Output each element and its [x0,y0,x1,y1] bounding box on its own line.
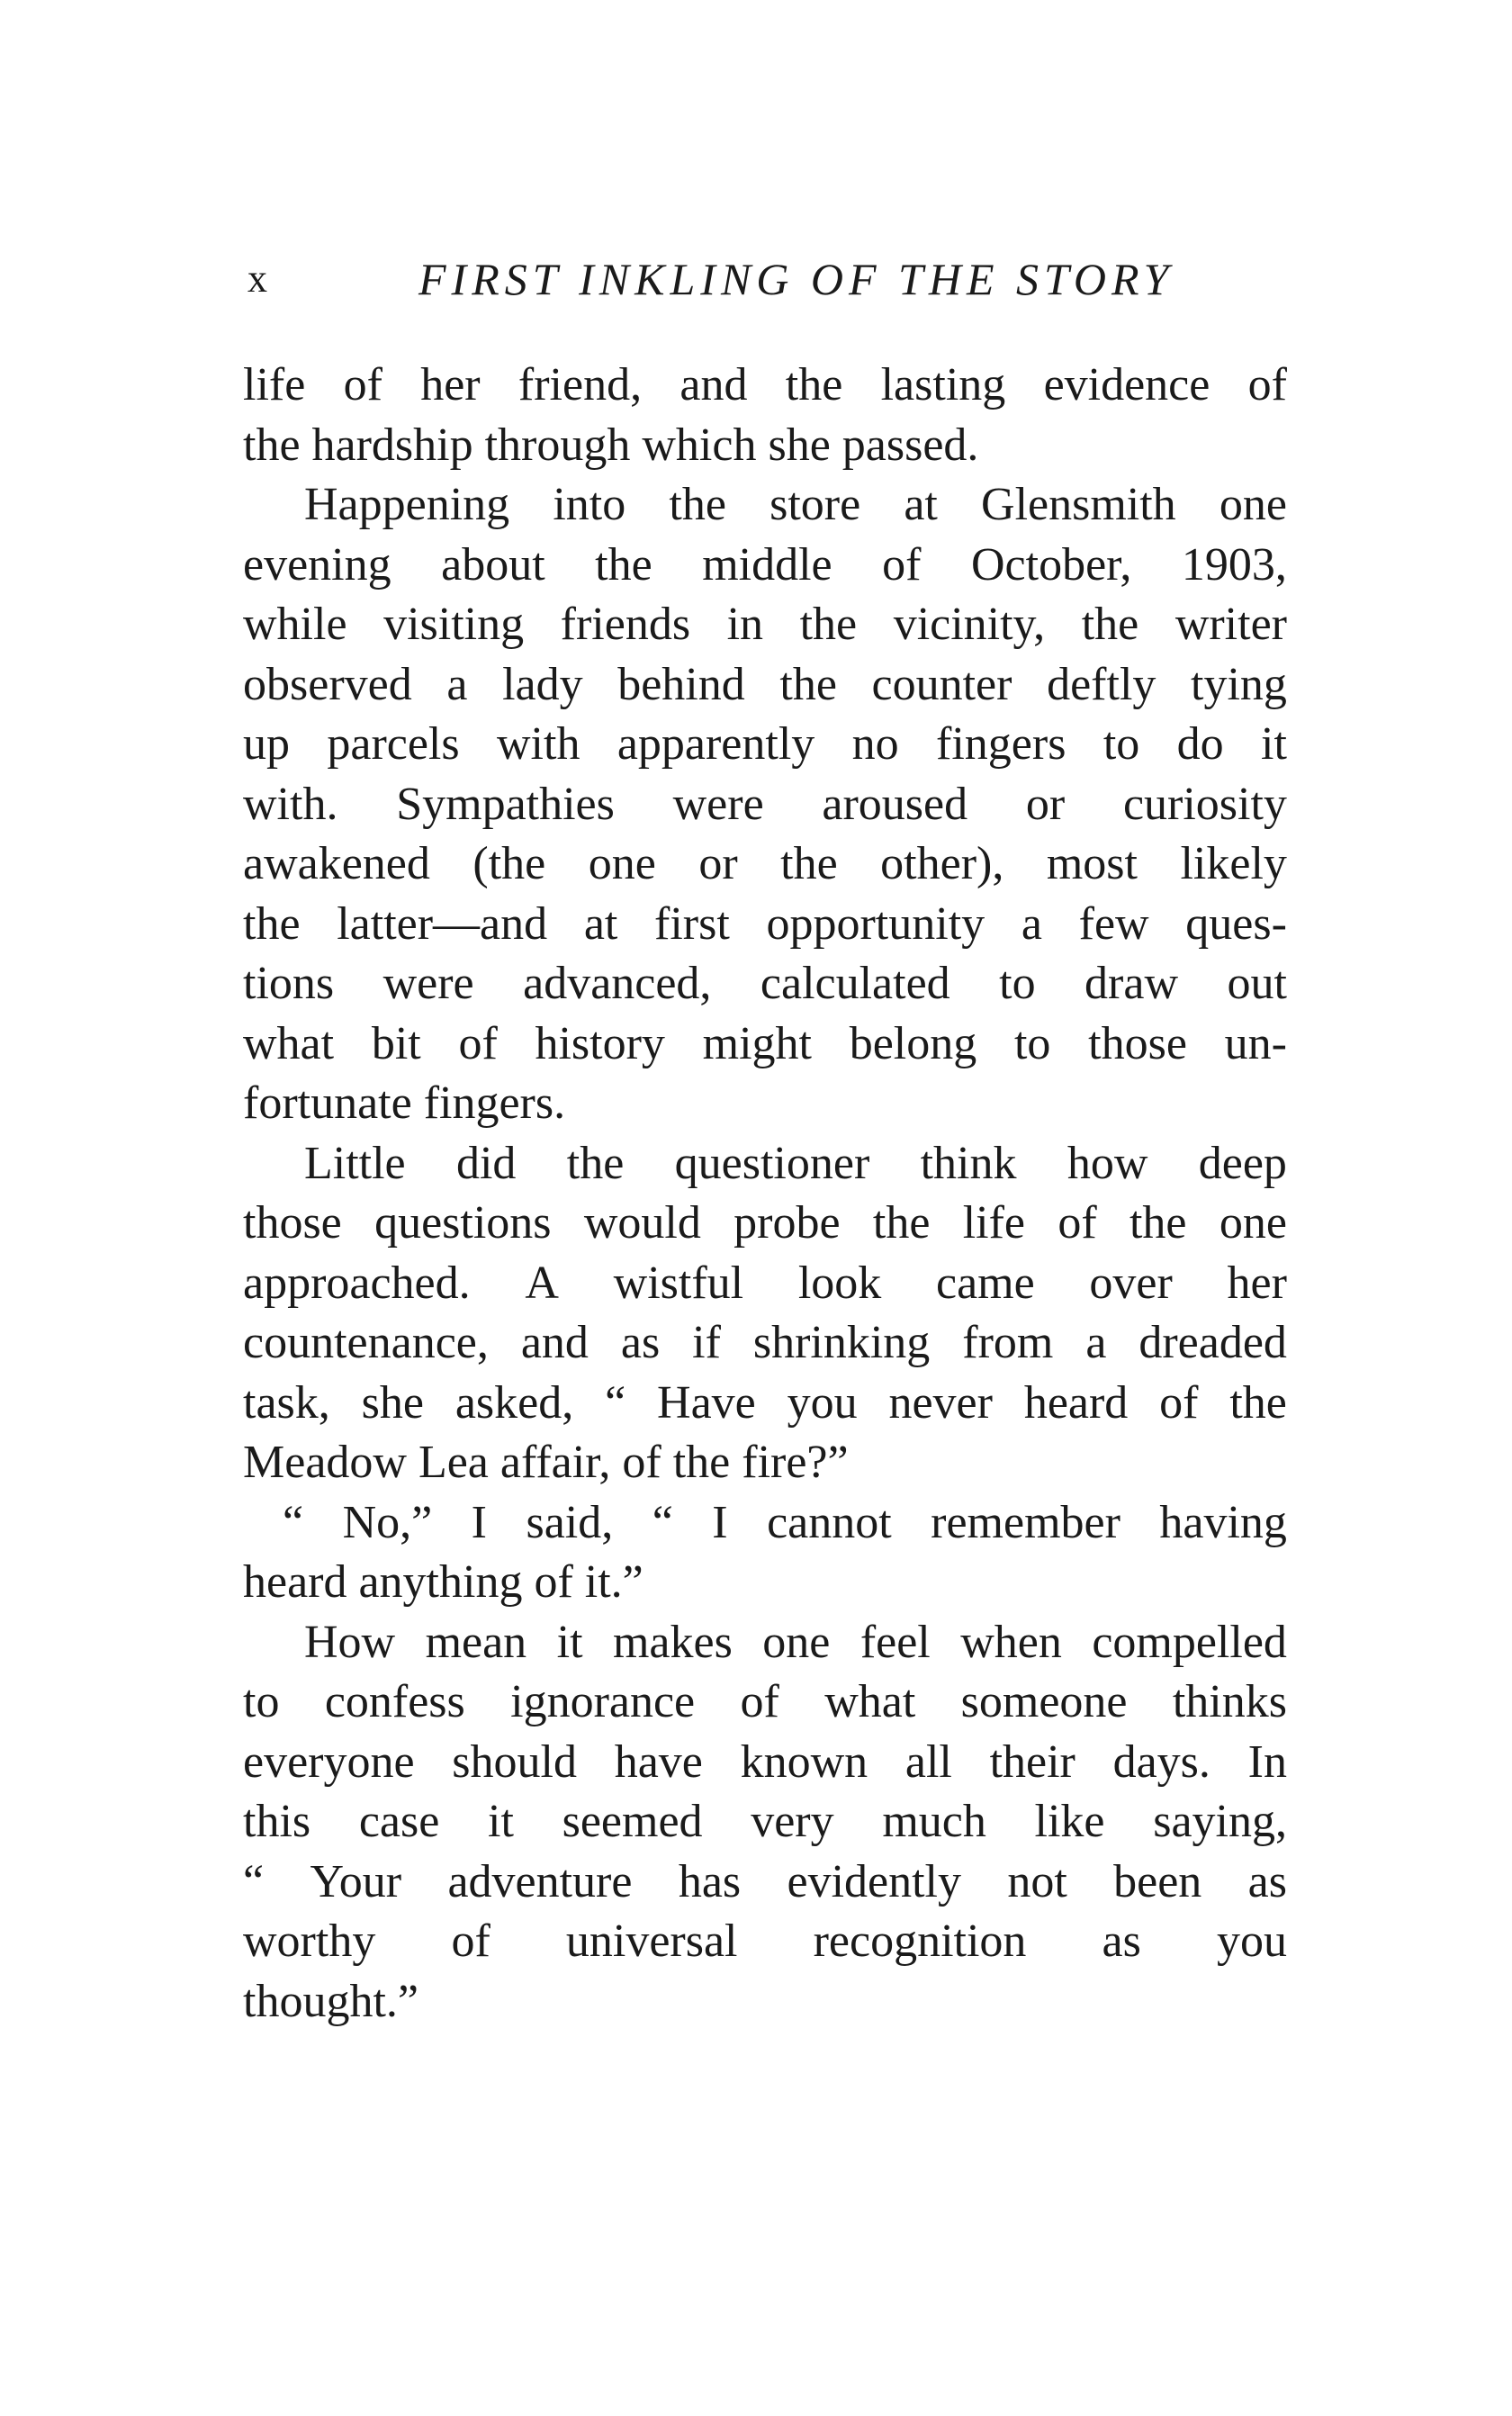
text-line: to confess ignorance of what someone thinks [243,1676,1287,1727]
text-line: the latter—and at first opportunity a few ques- [243,897,1287,950]
text-line: those questions would probe the life of the one [243,1197,1287,1249]
text-line: Happening into the store at Glensmith one [304,479,1287,530]
text-line: “ Your adventure has evidently not been as [243,1855,1287,1907]
text-line: life of her friend, and the lasting evidence of [243,359,1287,410]
text-line: Meadow Lea affair, of the fire?” [243,1437,849,1488]
text-line: heard anything of it.” [243,1556,644,1608]
text-line: worthy of universal recognition as you [243,1916,1287,1967]
text-line: fortunate fingers. [243,1077,566,1129]
text-line: while visiting friends in the vicinity, the writer [243,599,1287,650]
text-line: this case it seemed very much like saying, [243,1796,1287,1847]
text-line: with. Sympathies were aroused or curiosity [243,778,1287,830]
page-number: x [248,257,267,301]
text-line: Little did the questioner think how deep [304,1137,1287,1189]
running-head [248,243,1292,315]
text-line: observed a lady behind the counter deftly tying [243,658,1287,710]
text-line: countenance, and as if shrinking from a dreaded [243,1317,1287,1368]
text-line: evening about the middle of October, 1903, [243,538,1287,590]
text-line: everyone should have known all their days. In [243,1735,1287,1788]
text-line: approached. A wistful look came over her [243,1257,1287,1309]
text-line: the hardship through which she passed. [243,419,979,471]
text-line: awakened (the one or the other), most likely [243,838,1287,889]
running-title: FIRST INKLING OF THE STORY [418,254,1174,304]
text-line: tions were advanced, calculated to draw out [243,958,1287,1009]
text-line: up parcels with apparently no fingers to do it [243,718,1287,770]
text-line: task, she asked, “ Have you never heard of the [243,1376,1287,1429]
body-text [243,356,1287,2032]
text-line: “ No,” I said, “ I cannot remember having [283,1496,1287,1548]
text-line: How mean it makes one feel when compelled [304,1616,1287,1668]
text-line: thought.” [243,1975,418,2027]
text-line: what bit of history might belong to those un- [243,1017,1287,1069]
